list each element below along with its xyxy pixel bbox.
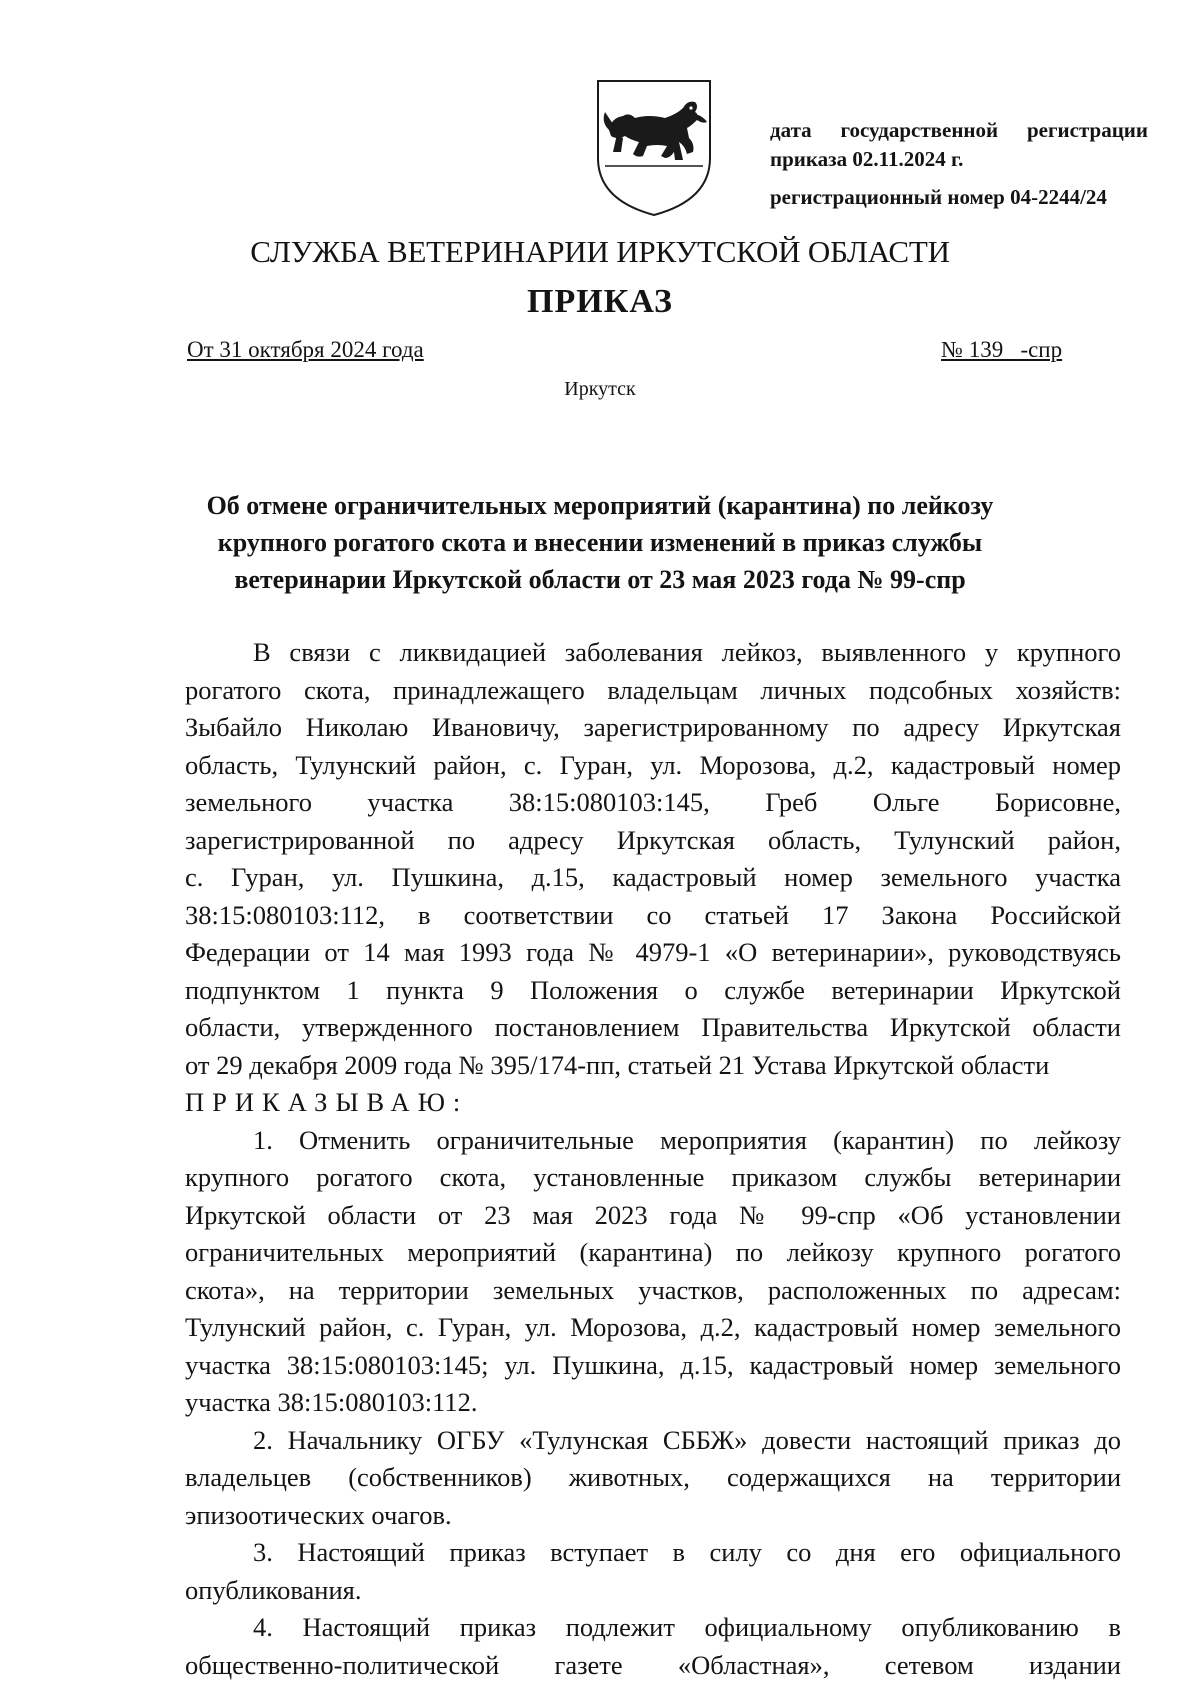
body-line: крупного рогатого скота, установленные приказом службы ветеринарии — [185, 1162, 1121, 1192]
decree-word: ПРИКАЗЫВАЮ: — [185, 1087, 469, 1117]
title-line: Об отмене ограничительных мероприятий (карантина) по лейкозу — [206, 491, 994, 520]
body-line: зарегистрированной по адресу Иркутская область, Тулунский район, — [185, 824, 1121, 855]
body-line: область, Тулунский район, с. Гуран, ул. Морозова, д.2, кадастровый номер — [185, 749, 1121, 780]
body-line: подпунктом 1 пункта 9 Положения о службе ветеринарии Иркутской — [185, 974, 1121, 1005]
body-line: Иркутской области от 23 мая 2023 года № 99-спр «Об установлении — [185, 1199, 1121, 1230]
body-line: участка 38:15:080103:112. — [185, 1387, 478, 1417]
body-line: с. Гуран, ул. Пушкина, д.15, кадастровый номер земельного участка — [185, 862, 1121, 892]
title-line: ветеринарии Иркутской области от 23 мая 2023 года № 99-спр — [234, 565, 966, 594]
body-line: ограничительных мероприятий (карантина) по лейкозу крупного рогатого — [185, 1237, 1121, 1267]
body-line: Федерации от 14 мая 1993 года № 4979-1 «О ветеринарии», руководствуясь — [185, 937, 1121, 967]
body-line: земельного участка 38:15:080103:145, Греб Ольге Борисовне, — [185, 787, 1121, 817]
body-line: владельцев (собственников) животных, содержащихся на территории — [185, 1462, 1121, 1492]
city: Иркутск — [564, 378, 636, 400]
order-body — [185, 634, 1121, 1684]
body-line: скота», на территории земельных участков, расположенных по адресам: — [185, 1274, 1121, 1305]
registration-stamp — [770, 116, 1148, 212]
body-line: эпизоотических очагов. — [185, 1499, 452, 1530]
body-line: 38:15:080103:112, в соответствии со статьей 17 Закона Российской — [185, 899, 1121, 930]
item-3-line: 3. Настоящий приказ вступает в силу со дня его официального — [253, 1537, 1121, 1567]
document-type: ПРИКАЗ — [527, 283, 673, 320]
body-line: Тулунский район, с. Гуран, ул. Морозова, д.2, кадастровый номер земельного — [185, 1312, 1121, 1342]
item-2-line: 2. Начальнику ОГБУ «Тулунская СББЖ» довести настоящий приказ до — [253, 1424, 1121, 1455]
item-4-line: 4. Настоящий приказ подлежит официальному опубликованию в — [253, 1612, 1121, 1642]
order-title — [180, 487, 1020, 598]
body-line: области, утвержденного постановлением Правительства Иркутской области — [185, 1012, 1121, 1042]
item-1-line: 1. Отменить ограничительные мероприятия (карантин) по лейкозу — [253, 1124, 1121, 1155]
body-line: участка 38:15:080103:145; ул. Пушкина, д.15, кадастровый номер земельного — [185, 1349, 1121, 1380]
body-line: общественно-политической газете «Областная», сетевом издании — [185, 1649, 1121, 1680]
body-line: от 29 декабря 2009 года № 395/174-пп, статьей 21 Устава Иркутской области — [185, 1049, 1050, 1080]
order-number: № 139 -спр — [941, 337, 1063, 362]
registration-line-1: дата государственной регистрации — [770, 118, 1148, 142]
title-line: крупного рогатого скота и внесении изменений в приказ службы — [217, 528, 983, 557]
irkutsk-coat-of-arms-icon — [595, 78, 713, 218]
agency-name: СЛУЖБА ВЕТЕРИНАРИИ ИРКУТСКОЙ ОБЛАСТИ — [250, 234, 950, 269]
registration-line-2: приказа 02.11.2024 г. — [770, 147, 964, 171]
body-line: Зыбайло Николаю Ивановичу, зарегистрированному по адресу Иркутская — [185, 712, 1121, 742]
registration-number: регистрационный номер 04-2244/24 — [770, 185, 1107, 209]
body-line: В связи с ликвидацией заболевания лейкоз, выявленного у крупного — [253, 637, 1121, 667]
order-date: От 31 октября 2024 года — [187, 337, 424, 362]
body-line: рогатого скота, принадлежащего владельцам личных подсобных хозяйств: — [185, 674, 1121, 705]
body-line: опубликования. — [185, 1574, 362, 1605]
